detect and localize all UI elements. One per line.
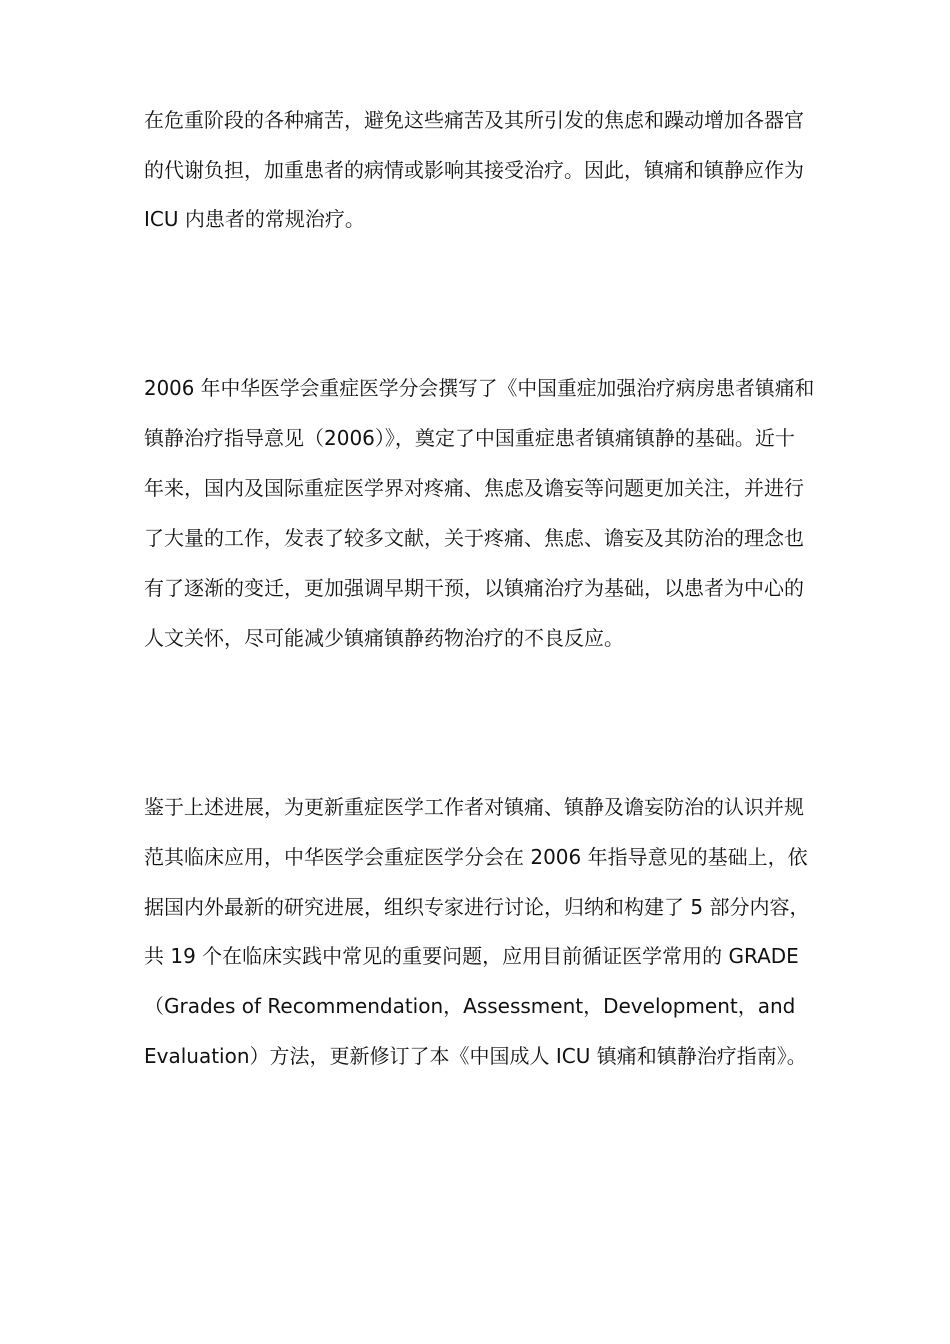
text-line: 有了逐渐的变迁，更加强调早期干预，以镇痛治疗为基础，以患者为中心的 xyxy=(144,576,804,600)
text-line: 的代谢负担，加重患者的病情或影响其接受治疗。因此，镇痛和镇静应作为 xyxy=(144,158,804,182)
text-line: ICU 内患者的常规治疗。 xyxy=(144,207,365,231)
text-line: 镇静治疗指导意见（2006）》，奠定了中国重症患者镇痛镇静的基础。近十 xyxy=(144,426,795,450)
text-line: （Grades of Recommendation，Assessment，Development，and xyxy=(144,994,796,1018)
text-line: 共 19 个在临床实践中常见的重要问题，应用目前循证医学常用的 GRADE xyxy=(144,944,799,968)
text-line: 年来，国内及国际重症医学界对疼痛、焦虑及谵妄等问题更加关注，并进行 xyxy=(144,476,804,500)
text-line: Evaluation）方法，更新修订了本《中国成人 ICU 镇痛和镇静治疗指南》。 xyxy=(144,1044,807,1068)
text-line: 鉴于上述进展，为更新重症医学工作者对镇痛、镇静及谵妄防治的认识并规 xyxy=(144,795,804,819)
text-line: 在危重阶段的各种痛苦，避免这些痛苦及其所引发的焦虑和躁动增加各器官 xyxy=(144,108,804,132)
text-line: 2006 年中华医学会重症医学分会撰写了《中国重症加强治疗病房患者镇痛和 xyxy=(144,376,815,400)
text-line: 人文关怀，尽可能减少镇痛镇静药物治疗的不良反应。 xyxy=(144,626,624,650)
text-line: 范其临床应用，中华医学会重症医学分会在 2006 年指导意见的基础上，依 xyxy=(144,845,808,869)
text-line: 据国内外最新的研究进展，组织专家进行讨论，归纳和构建了 5 部分内容， xyxy=(144,895,810,919)
text-line: 了大量的工作，发表了较多文献，关于疼痛、焦虑、谵妄及其防治的理念也 xyxy=(144,526,804,550)
